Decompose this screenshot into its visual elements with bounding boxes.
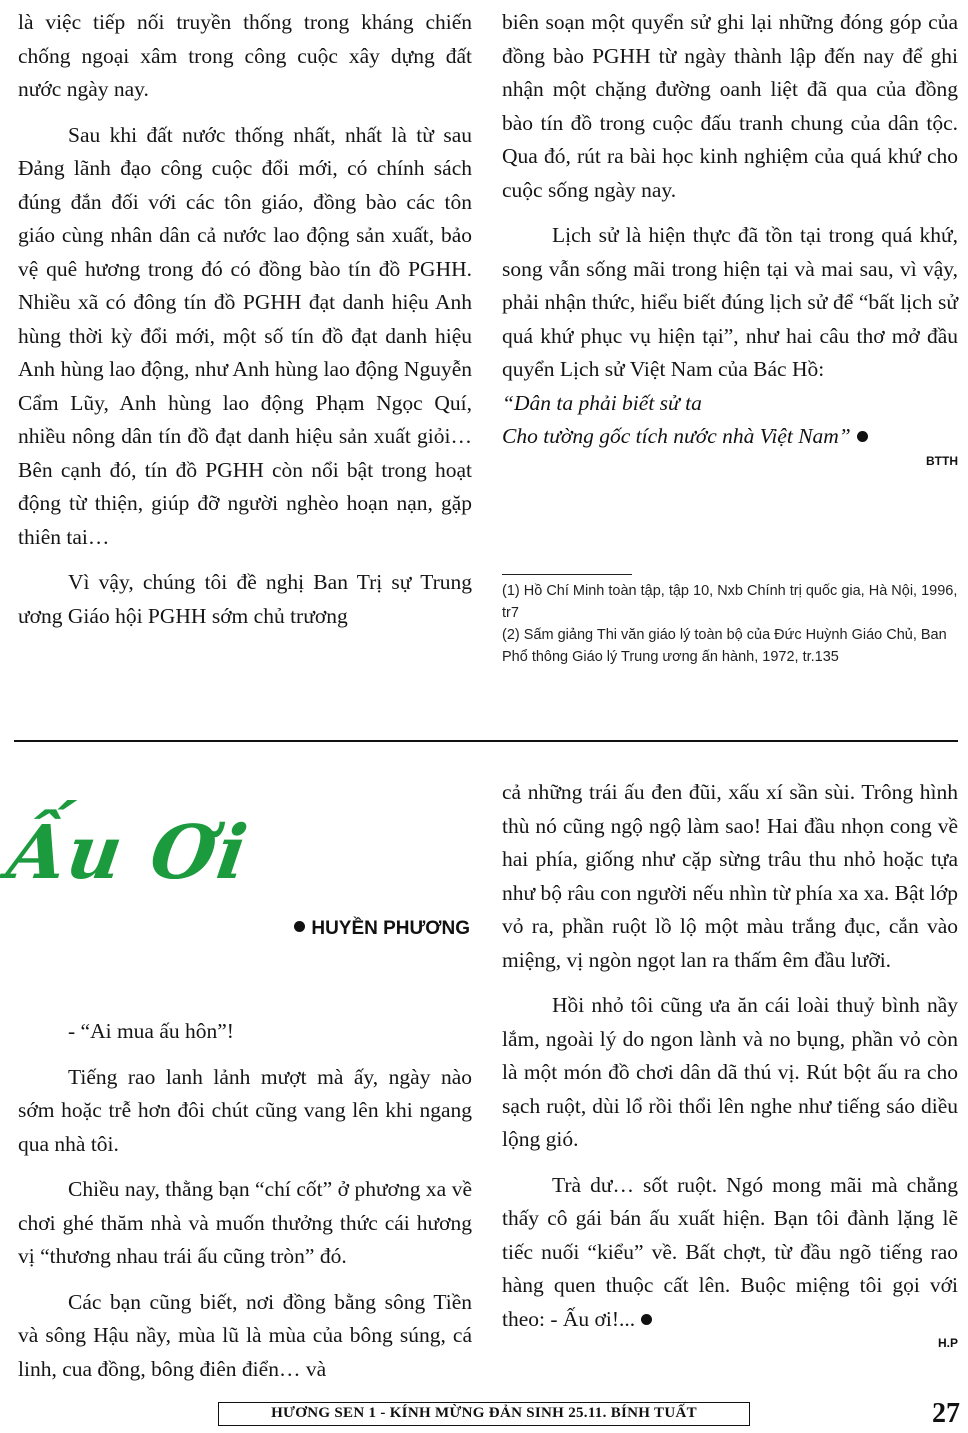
poem-line (502, 420, 958, 454)
top-right-column (502, 6, 958, 468)
paragraph: - “Ai mua ấu hôn”! (68, 1019, 234, 1043)
paragraph: Vì vậy, chúng tôi đề nghị Ban Trị sự Trung ương Giáo hội PGHH sớm chủ trương (18, 570, 472, 628)
article-right-column (502, 776, 958, 1350)
footnote: (1) Hồ Chí Minh toàn tập, tập 10, Nxb Chính trị quốc gia, Hà Nội, 1996, tr7 (502, 583, 958, 621)
paragraph: Tiếng rao lanh lảnh mượt mà ấy, ngày nào sớm hoặc trễ hơn đôi chút cũng vang lên khi ngang qua nhà tôi. (18, 1064, 472, 1156)
poem-line: “Dân ta phải biết sử ta (502, 390, 702, 415)
paragraph (502, 1169, 958, 1337)
bullet-icon (294, 921, 305, 932)
section-divider (14, 740, 958, 742)
page-number: 27 (932, 1398, 960, 1429)
footnote: (2) Sấm giảng Thi văn giáo lý toàn bộ của Đức Huỳnh Giáo Chủ, Ban Phổ thông Giáo lý Trung ương ấn hành, 1972, tr.135 (502, 627, 947, 665)
paragraph: Các bạn cũng biết, nơi đồng bằng sông Tiền và sông Hậu nầy, mùa lũ là mùa của bông súng, cá linh, cua đồng, bông điên điển… và (18, 1289, 472, 1381)
end-mark-icon (857, 431, 868, 442)
end-mark-icon (641, 1314, 652, 1325)
paragraph: Sau khi đất nước thống nhất, nhất là từ sau Đảng lãnh đạo công cuộc đổi mới, có chính sách đúng đắn đối với các tôn giáo, đồng bào các tôn giáo cùng nhân dân cả nước lao động sản xuất, bảo vệ quê hương trong đó có đồng bào tín đồ PGHH. Nhiều xã có đông tín đồ PGHH đạt danh hiệu Anh hùng thời kỳ đổi mới, một số tín đồ đạt danh hiệu Anh hùng lao động, như Anh hùng lao động Nguyễn Cẩm Lũy, Anh hùng lao động Phạm Ngọc Quí, nhiều nông dân tín đồ đạt danh hiệu sản xuất giỏi… Bên cạnh đó, tín đồ PGHH còn nổi bật trong hoạt động từ thiện, giúp đỡ người nghèo hoạn nạn, gặp thiên tai… (18, 122, 472, 549)
signature: H.P (937, 1336, 958, 1350)
footer-banner: HƯƠNG SEN 1 - KÍNH MỪNG ĐẢN SINH 25.11. BÍNH TUẤT (218, 1402, 750, 1426)
footnote-rule (502, 574, 632, 575)
paragraph: Lịch sử là hiện thực đã tồn tại trong quá khứ, song vẫn sống mãi trong hiện tại và mai sau, vì vậy, phải nhận thức, hiểu biết đúng lịch sử để “bất lịch sử quá khứ phục vụ hiện tại”, như hai câu thơ mở đầu quyển Lịch sử Việt Nam của Bác Hồ: (502, 223, 958, 381)
paragraph-text: Trà dư… sốt ruột. Ngó mong mãi mà chẳng thấy cô gái bán ấu xuất hiện. Bạn tôi đành lặng lẽ tiếc nuối “kiểu” về. Bất chợt, từ đầu ngõ tiếng rao hàng quen thuộc cất lên. Buộc miệng tôi gọi với theo: - Ấu ơi!... (502, 1172, 958, 1331)
footnotes (502, 580, 958, 668)
paragraph: cả những trái ấu đen đũi, xấu xí sần sùi. Trông hình thù nó cũng ngộ ngộ làm sao! Hai đầu nhọn cong về hai phía, giống như cặp sừng trâu thu nhỏ hoặc tựa như bộ râu con người nếu nhìn từ phía xa xa. Bật lớp vỏ ra, phần ruột lồ lộ một màu trắng đục, cắn vào miệng, vị ngòn ngọt lan ra thấm êm đầu lưỡi. (502, 780, 958, 972)
paragraph: Chiều nay, thằng bạn “chí cốt” ở phương xa về chơi ghé thăm nhà và muốn thưởng thức cái hương vị “thương nhau trái ấu cũng tròn” đó. (18, 1177, 472, 1268)
author-name: HUYỀN PHƯƠNG (311, 918, 470, 939)
poem-line-text: Cho tường gốc tích nước nhà Việt Nam” (502, 424, 851, 448)
signature: BTTH (926, 453, 958, 468)
top-left-column (18, 6, 472, 633)
paragraph: biên soạn một quyển sử ghi lại những đóng góp của đồng bào PGHH từ ngày thành lập đến nay để ghi nhận một chặng đường oanh liệt đã qua của đồng bào tín đồ trong cuộc đấu tranh chung của dân tộc. Qua đó, rút ra bài học kinh nghiệm của quá khứ cho cuộc sống ngày nay. (502, 10, 958, 202)
byline (258, 918, 470, 940)
paragraph: là việc tiếp nối truyền thống trong kháng chiến chống ngoại xâm trong công cuộc xây dựng đất nước ngày nay. (18, 10, 472, 101)
article-title: Ấu Ơi (2, 810, 254, 896)
article-left-column (18, 1015, 472, 1386)
paragraph: Hồi nhỏ tôi cũng ưa ăn cái loài thuỷ bình nầy lắm, ngoài lý do ngon lành và no bụng, phần vỏ còn là một món đồ chơi dân dã thú vị. Rút bột ấu ra cho sạch ruột, dùi lổ rồi thổi lên nghe như tiếng sáo diều lộng gió. (502, 993, 958, 1151)
